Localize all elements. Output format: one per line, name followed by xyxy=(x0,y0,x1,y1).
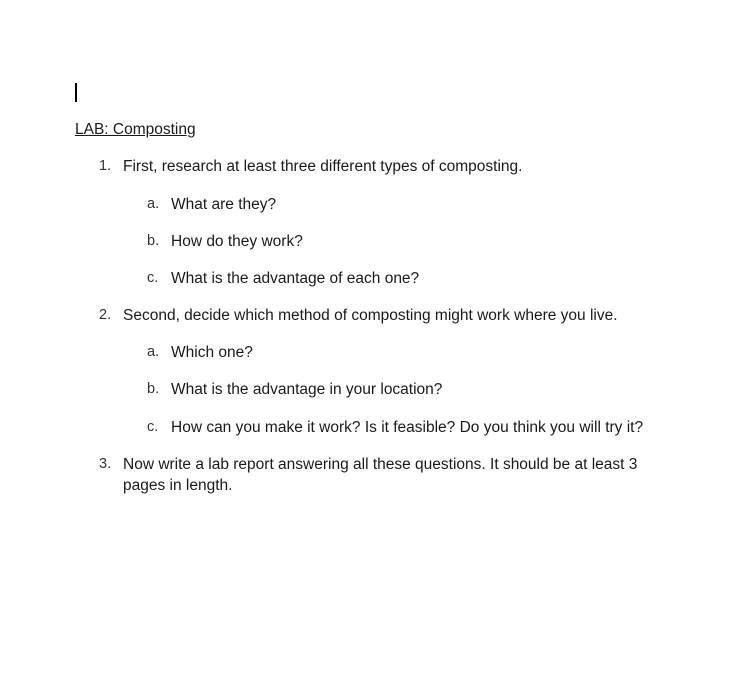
sublist-item-marker: c. xyxy=(147,270,159,286)
list-item-text: Now write a lab report answering all these questions. It should be at least 3 pages in length. xyxy=(123,456,638,494)
list-item-marker: 3. xyxy=(99,456,112,472)
sublist-item-text: What are they? xyxy=(171,196,277,213)
list-item-marker: 2. xyxy=(99,307,112,323)
sublist-item-marker: a. xyxy=(147,344,160,360)
document-title: LAB: Composting xyxy=(75,121,196,138)
sublist-item-text: What is the advantage in your location? xyxy=(171,381,443,398)
sublist-item-marker: b. xyxy=(147,233,160,249)
text-cursor xyxy=(75,83,77,102)
sublist-item-text: Which one? xyxy=(171,344,253,361)
list-item-marker: 1. xyxy=(99,158,112,174)
list-item-text: Second, decide which method of composting might work where you live. xyxy=(123,307,618,324)
sublist-item-marker: c. xyxy=(147,419,159,435)
sublist-item-text: How can you make it work? Is it feasible? Do you think you will try it? xyxy=(171,419,644,436)
sublist-item-text: What is the advantage of each one? xyxy=(171,270,420,287)
sublist-item-text: How do they work? xyxy=(171,233,303,250)
sublist-item-marker: b. xyxy=(147,381,160,397)
list-item-text: First, research at least three different types of composting. xyxy=(123,158,523,175)
sublist-item-marker: a. xyxy=(147,196,160,212)
